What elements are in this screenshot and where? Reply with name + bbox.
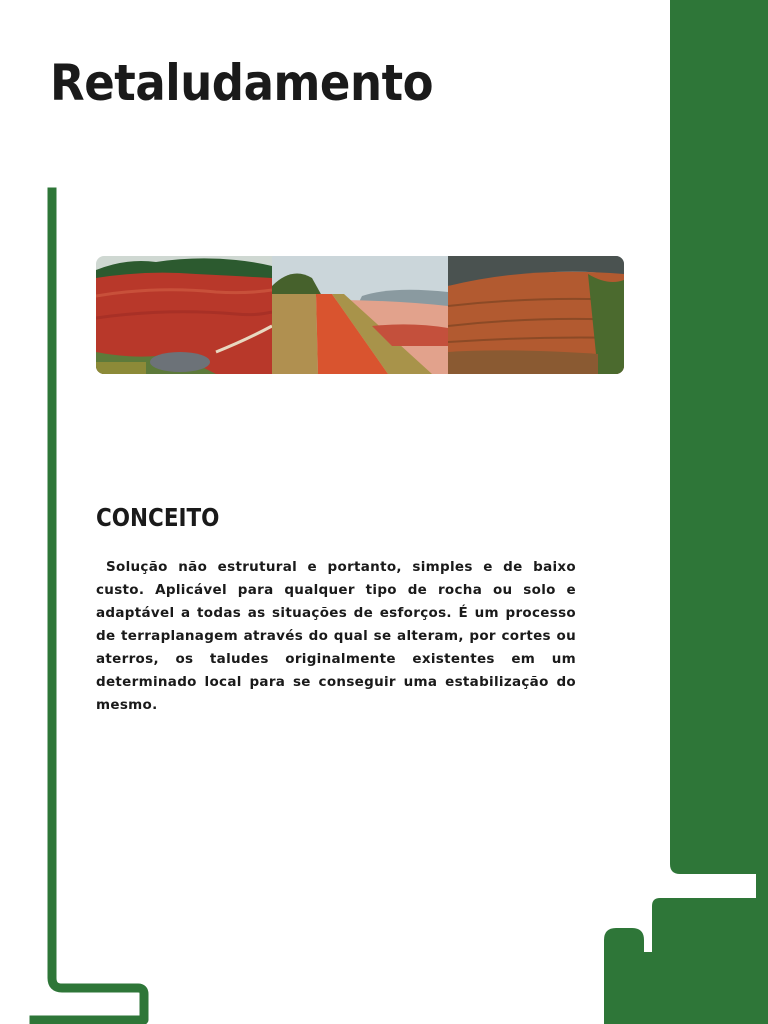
right-green-band: [670, 0, 768, 874]
photo-orange-slope: [272, 256, 448, 374]
section-body-text: Solução não estrutural e portanto, simples e de baixo custo. Aplicável para qualquer tipo de rocha ou solo e adaptável a todas as situações de esforços. É um processo de terraplanagem através do qual se alteram, por cortes ou aterros, os taludes originalmente existentes em um determinado local para se conseguir uma estabilização do mesmo.: [96, 559, 576, 713]
photo-graded-hillside: [96, 256, 272, 374]
photo-strip: [96, 256, 624, 374]
bottom-right-steps: [604, 874, 768, 1024]
section-heading: CONCEITO: [96, 503, 220, 532]
photo-cut-slope: [448, 256, 624, 374]
page-title: Retaludamento: [50, 54, 434, 112]
